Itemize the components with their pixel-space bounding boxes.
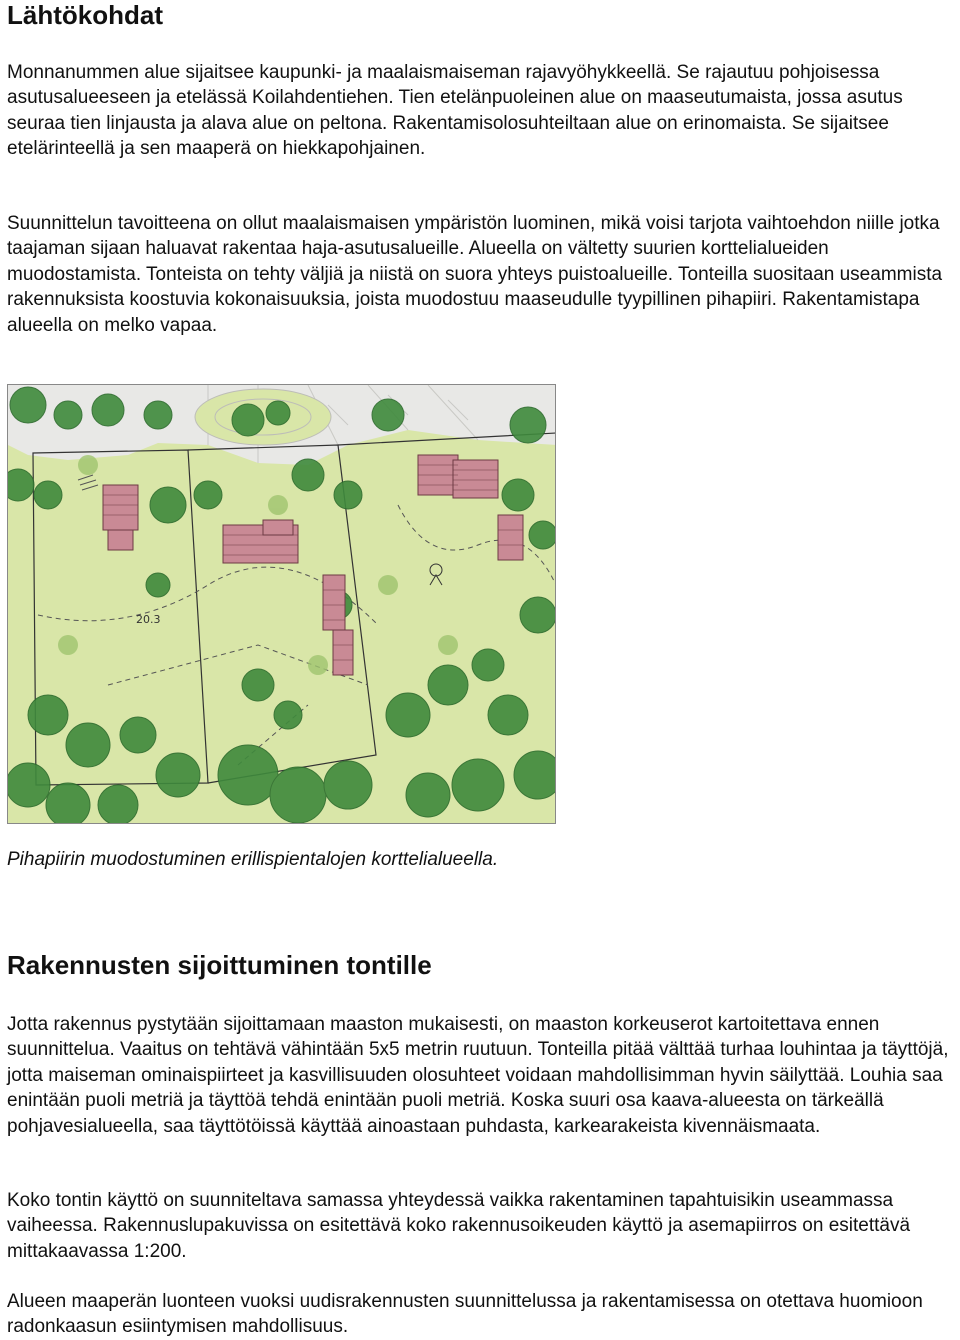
- section-heading: Lähtökohdat: [7, 0, 163, 30]
- figure-caption: Pihapiirin muodostuminen erillispientalojen korttelialueella.: [7, 849, 499, 870]
- site-plan-illustration: [7, 384, 556, 824]
- section-heading-2: Rakennusten sijoittuminen tontille: [7, 950, 432, 980]
- plot-use-paragraph: Koko tontin käyttö on suunniteltava samassa yhteydessä vaikka rakentaminen tapahtuisikin useammassa vaiheessa. Rakennuslupakuvissa on esitettävä koko rakennusoikeuden käyttö ja asemapiirros on esitettävä mittakaavassa 1:200.: [7, 1190, 911, 1262]
- terrain-paragraph: Jotta rakennus pystytään sijoittamaan maaston mukaisesti, on maaston korkeuserot kartoitettava ennen suunnittelua. Vaaitus on tehtävä vähintään 5x5 metrin ruutuun. Tonteilla pitää välttää turhaa louhintaa ja täyttöjä, jotta maiseman ominaispiirteet ja kasvillisuuden olosuhteet voidaan mahdollisimman hyvin säilyttää. Louhia saa enintään puoli metriä ja täyttöä tehdä enintään puoli metriä. Koska suuri osa kaava-alueesta on tärkeällä pohjavesialueella, saa täyttötöissä käyttää ainoastaan puhdasta, karkearakeista kivennäismaata.: [7, 1014, 949, 1137]
- plot-number-label: 20.3: [136, 613, 161, 626]
- intro-paragraph: Monnanummen alue sijaitsee kaupunki- ja maalaismaiseman rajavyöhykkeellä. Se rajautuu pohjoisessa asutusalueeseen ja etelässä Koilahdentiehen. Tien etelänpuoleinen alue on maaseutumaista, jossa asutus seuraa tien linjausta ja alava alue on peltona. Rakentamisolosuhteiltaan alue on erinomaista. Se sijaitsee etelärinteellä ja sen maaperä on hiekkapohjainen.: [7, 62, 903, 160]
- radon-paragraph: Alueen maaperän luonteen vuoksi uudisrakennusten suunnittelussa ja rakentamisessa on otettava huomioon radonkaasun esiintymisen mahdollisuus.: [7, 1291, 923, 1338]
- goals-paragraph: Suunnittelun tavoitteena on ollut maalaismaisen ympäristön luominen, mikä voisi tarjota vaihtoehdon niille jotka taajaman sijaan haluavat rakentaa haja-asutusalueille. Alueella on vältetty suurien korttelialueiden muodostamista. Tonteista on tehty väljiä ja niistä on suora yhteys puistoalueille. Tonteilla suositaan useammista rakennuksista koostuvia kokonaisuuksia, joista muodostuu maaseudulle tyypillinen pihapiiri. Rakentamistapa alueella on melko vapaa.: [7, 213, 943, 336]
